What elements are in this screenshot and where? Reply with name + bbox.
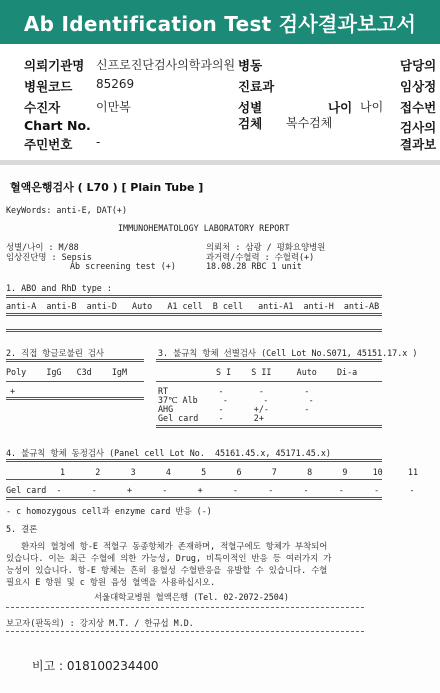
rule bbox=[156, 425, 382, 428]
rule bbox=[6, 381, 144, 382]
report-heading: 혈액은행검사 ( L70 ) [ Plain Tube ] bbox=[10, 181, 204, 194]
rule bbox=[6, 479, 382, 480]
clinical-label: 임상정 bbox=[400, 79, 437, 94]
rule bbox=[6, 607, 364, 608]
reporter-line: 보고자(판독의) : 강지상 M.T. / 한규섭 M.D. bbox=[6, 618, 194, 628]
chart-no-label: Chart No. bbox=[24, 118, 91, 133]
sex-label: 성별 bbox=[238, 100, 263, 115]
lab-report-title: IMMUNOHEMATOLOGY LABORATORY REPORT bbox=[118, 223, 290, 233]
conclusion-line-2: 있습니다. 이는 최근 수혈에 의한 가능성, Drug, 비특이적인 반응 등 여러가지 가 bbox=[6, 553, 332, 563]
conclusion-line-3: 능성이 있습니다. 항-E 항체는 흔히 용혈성 수혈반응을 유발할 수 있습니다. 수혈 bbox=[6, 565, 328, 575]
report-title: Ab Identification Test 검사결과보고서 bbox=[23, 11, 417, 36]
sex-age-line: 성별/나이 : M/88 bbox=[6, 242, 79, 252]
panel-gel-card: Gel card - - + - + - - - - - - bbox=[6, 485, 415, 495]
dept-label: 진료과 bbox=[238, 79, 275, 94]
rule bbox=[6, 631, 364, 632]
institution-value: 신프로진단검사의학과의원 bbox=[96, 58, 236, 72]
patient-value: 이만복 bbox=[96, 100, 131, 114]
keywords-line: KeyWords: anti-E, DAT(+) bbox=[6, 205, 128, 215]
specimen-label: 검체 bbox=[238, 116, 263, 131]
transfusion-date: 18.08.28 RBC 1 unit bbox=[206, 261, 302, 271]
age-value: 나이 bbox=[360, 100, 384, 114]
hospital-code-value: 85269 bbox=[96, 77, 135, 91]
ward-label: 병동 bbox=[238, 58, 263, 73]
screen-row-alb: 37℃ Alb - - - bbox=[158, 395, 314, 405]
abo-headers: anti-A anti-B anti-D Auto A1 cell B cell anti-A1 anti-H anti-AB bbox=[6, 301, 380, 311]
screen-row-ahg: AHG - +/- - bbox=[158, 404, 310, 414]
hospital-line: 서울대학교병원 혈액은행 (Tel. 02-2072-2504) bbox=[94, 592, 289, 602]
diagnosis-line: 임상진단명 : Sepsis bbox=[6, 252, 92, 262]
screen-row-gel: Gel card - 2+ bbox=[158, 413, 264, 423]
rule bbox=[156, 381, 382, 382]
conclusion-line-4: 필요시 E 항원 및 c 항원 음성 혈액을 사용하십시오. bbox=[6, 577, 216, 587]
panel-headers: 1 2 3 4 5 6 7 8 9 10 11 bbox=[60, 467, 418, 477]
requester-line: 의뢰처 : 삼광 / 평화요양병원 bbox=[206, 242, 326, 252]
section1-title: 1. ABO and RhD type : bbox=[6, 283, 112, 293]
test-label: 검사의 bbox=[400, 120, 437, 135]
section3-title: 3. 불규칙 항체 선별검사 (Cell Lot No.S071, 45151.17.x ) bbox=[158, 348, 418, 358]
report-header bbox=[0, 0, 440, 44]
panel-note: - c homozygous cell과 enzyme card 반응 (-) bbox=[6, 506, 212, 516]
screen-row-rt: RT - - - bbox=[158, 386, 310, 396]
rrn-value: - bbox=[96, 135, 101, 149]
rule bbox=[6, 359, 144, 362]
screening-line: Ab screening test (+) bbox=[70, 261, 176, 271]
rule bbox=[6, 313, 382, 316]
rrn-label: 주민번호 bbox=[24, 137, 73, 152]
age-label: 나이 bbox=[328, 100, 353, 115]
rule bbox=[156, 359, 382, 362]
patient-info-panel bbox=[0, 44, 440, 154]
hospital-code-label: 병원코드 bbox=[24, 79, 73, 94]
conclusion-line-1: 환자의 혈청에 항-E 적혈구 동종항체가 존재하며, 적혈구에도 항체가 부착되어 bbox=[6, 541, 328, 551]
rule bbox=[6, 329, 382, 332]
patient-label: 수진자 bbox=[24, 100, 61, 115]
result-label: 결과보 bbox=[400, 137, 437, 152]
section5-title: 5. 결론 bbox=[6, 524, 38, 534]
rule bbox=[6, 497, 382, 500]
rule bbox=[6, 397, 144, 400]
rule bbox=[6, 295, 382, 298]
remark-line: 비고 : 018100234400 bbox=[32, 659, 159, 673]
institution-label: 의뢰기관명 bbox=[24, 58, 85, 73]
specimen-value: 복수검체 bbox=[286, 116, 333, 130]
dat-headers: Poly IgG C3d IgM bbox=[6, 367, 128, 377]
section2-title: 2. 직접 항글로불린 검사 bbox=[6, 348, 105, 358]
dat-values: + bbox=[10, 386, 16, 396]
rule bbox=[6, 459, 382, 462]
lab-report-image bbox=[0, 165, 440, 693]
section4-title: 4. 불규칙 항체 동정검사 (Panel cell Lot No. 45161.45.x, 45171.45.x) bbox=[6, 448, 331, 458]
received-label: 접수번 bbox=[400, 100, 437, 115]
doctor-label: 담당의 bbox=[400, 58, 437, 73]
transfusion-line: 과거력/수혈력 : 수혈력(+) bbox=[206, 252, 315, 262]
screen-headers: S I S II Auto Di-a bbox=[216, 367, 358, 377]
